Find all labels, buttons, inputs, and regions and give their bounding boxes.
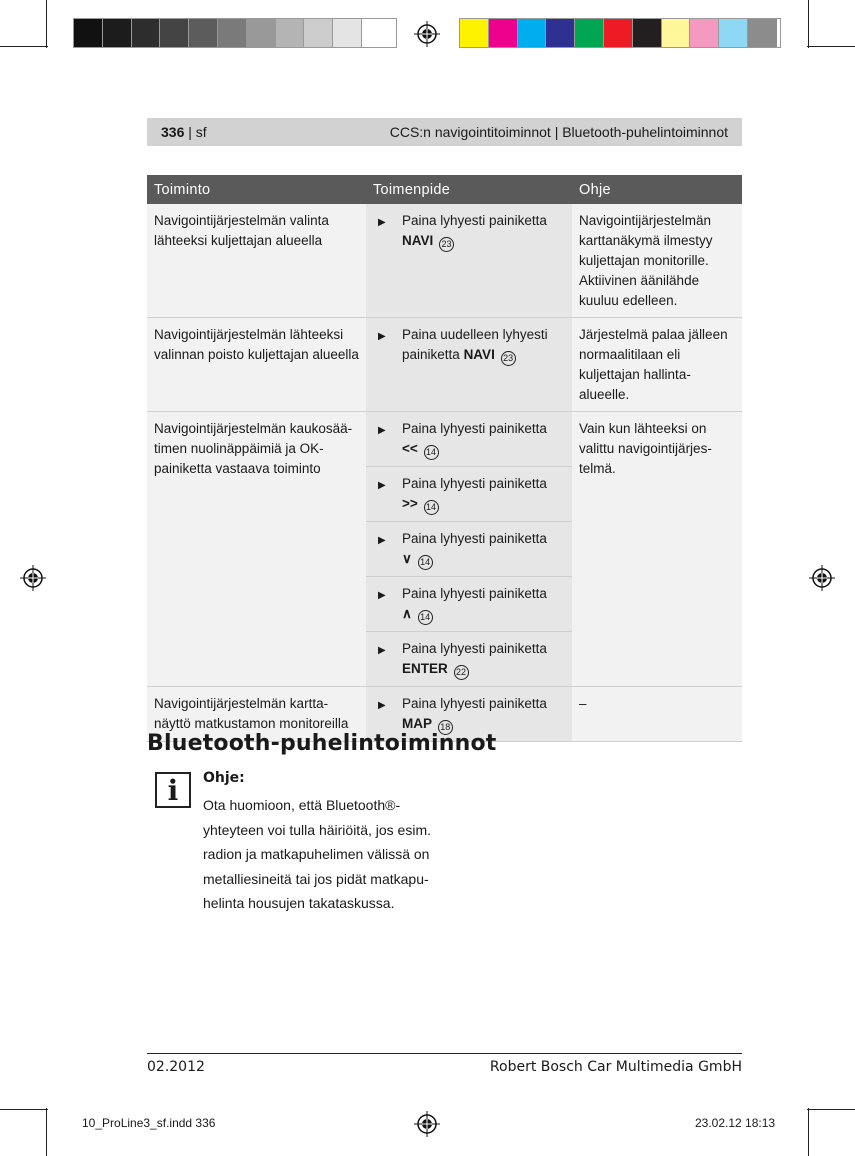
column-header: Toimenpide [366,175,572,204]
section-heading: Bluetooth-puhelintoiminnot [147,731,497,756]
action-text: Paina lyhyesti painiketta [402,421,547,436]
crop-mark [0,46,48,47]
action-text: Paina uudelleen lyhyesti painiketta [402,327,548,362]
table-row [147,412,742,467]
action-text: Paina lyhyesti painiketta [402,586,547,601]
action-text: Paina lyhyesti painiketta [402,641,547,656]
color-swatch [160,19,189,47]
crop-mark [807,46,855,47]
function-cell: Navigointijärjestelmän kartta-näyttö matkustamon monitoreilla [147,687,366,742]
language-code: | sf [188,124,207,140]
action-cell [366,632,572,687]
color-swatch [518,19,547,47]
color-swatch [489,19,518,47]
action-text: Paina lyhyesti painiketta [402,476,547,491]
color-swatch [132,19,161,47]
action-cell [366,318,572,412]
registration-mark-icon [414,1111,440,1137]
color-swatch [460,19,489,47]
page-header-left [161,124,207,140]
crop-mark [807,1109,855,1110]
registration-mark-icon [414,21,440,47]
table-row [147,204,742,318]
action-cell [366,204,572,318]
action-text: Paina lyhyesti painiketta [402,696,547,711]
key-label: >> [402,496,418,511]
color-swatch [362,19,391,47]
color-swatch [218,19,247,47]
page-number: 336 [161,124,185,140]
table-header-row [147,175,742,204]
note-cell: Navigointijärjestelmän karttanäkymä ilmestyy kuljettajan monitorille. Aktiivinen äänilähde kuuluu edelleen. [572,204,742,318]
crop-mark [808,1108,809,1156]
color-swatch [690,19,719,47]
table-row [147,318,742,412]
key-label: NAVI [463,347,495,362]
registration-mark-icon [809,565,835,591]
note-text: Ota huomioon, että Bluetooth®-yhteyteen voi tulla häiriöitä, jos esim. radion ja matkapuhelimen välissä on metalliesineitä tai jos pidät matkapu-helinta housujen takataskussa. [203,797,431,911]
arrow-icon: ▶ [378,425,386,436]
slug-filename: 10_ProLine3_sf.indd 336 [82,1116,216,1130]
note-cell: Vain kun lähteeksi on valittu navigointijärjes-telmä. [572,412,742,687]
function-cell: Navigointijärjestelmän valinta lähteeksi kuljettajan alueella [147,204,366,318]
color-swatch [575,19,604,47]
function-cell: Navigointijärjestelmän kaukosää-timen nuolinäppäimiä ja OK-painiketta vastaava toiminto [147,412,366,687]
arrow-icon: ▶ [378,331,386,342]
key-label: MAP [402,716,432,731]
arrow-icon: ▶ [378,535,386,546]
footer-date: 02.2012 [147,1059,205,1075]
column-header: Ohje [572,175,742,204]
color-swatch [189,19,218,47]
note-cell: Järjestelmä palaa jälleen normaalitilaan eli kuljettajan hallinta-alueelle. [572,318,742,412]
color-swatch [662,19,691,47]
reference-number: 23 [501,351,516,366]
color-swatch [276,19,305,47]
section-title: CCS:n navigointitoiminnot | Bluetooth-puhelintoiminnot [389,124,728,140]
crop-mark [0,1109,48,1110]
action-cell [366,467,572,522]
note-title: Ohje: [203,770,245,786]
color-swatch [304,19,333,47]
action-text: Paina lyhyesti painiketta [402,531,547,546]
function-cell: Navigointijärjestelmän lähteeksi valinnan poisto kuljettajan alueella [147,318,366,412]
color-swatch [719,19,748,47]
reference-number: 14 [418,555,433,570]
action-cell [366,522,572,577]
color-swatch [604,19,633,47]
crop-mark [46,0,47,48]
crop-mark [46,1108,47,1156]
key-label: ∧ [402,606,412,621]
slug-timestamp: 23.02.12 18:13 [695,1116,776,1130]
arrow-icon: ▶ [378,217,386,228]
color-swatch [74,19,103,47]
key-label: ∨ [402,551,412,566]
key-label: NAVI [402,233,434,248]
action-cell [366,412,572,467]
color-swatch [546,19,575,47]
reference-number: 14 [424,500,439,515]
key-label: << [402,441,418,456]
reference-number: 14 [418,610,433,625]
footer-rule [147,1053,742,1054]
arrow-icon: ▶ [378,590,386,601]
color-swatch [748,19,777,47]
arrow-icon: ▶ [378,700,386,711]
info-icon: i [155,772,191,808]
cmyk-color-bar [459,18,781,48]
reference-number: 14 [424,445,439,460]
footer-publisher: Robert Bosch Car Multimedia GmbH [489,1059,742,1075]
page-header [147,118,742,146]
key-label: ENTER [402,661,448,676]
arrow-icon: ▶ [378,645,386,656]
color-swatch [633,19,662,47]
reference-number: 18 [438,720,453,735]
registration-mark-icon [20,565,46,591]
reference-number: 22 [454,665,469,680]
action-cell [366,577,572,632]
gray-color-bar [73,18,397,48]
column-header: Toiminto [147,175,366,204]
note-cell: – [572,687,742,742]
color-swatch [247,19,276,47]
crop-mark [808,0,809,48]
reference-number: 23 [439,237,454,252]
arrow-icon: ▶ [378,480,386,491]
function-table [147,175,742,742]
action-text: Paina lyhyesti painiketta [402,213,547,228]
color-swatch [103,19,132,47]
color-swatch [333,19,362,47]
